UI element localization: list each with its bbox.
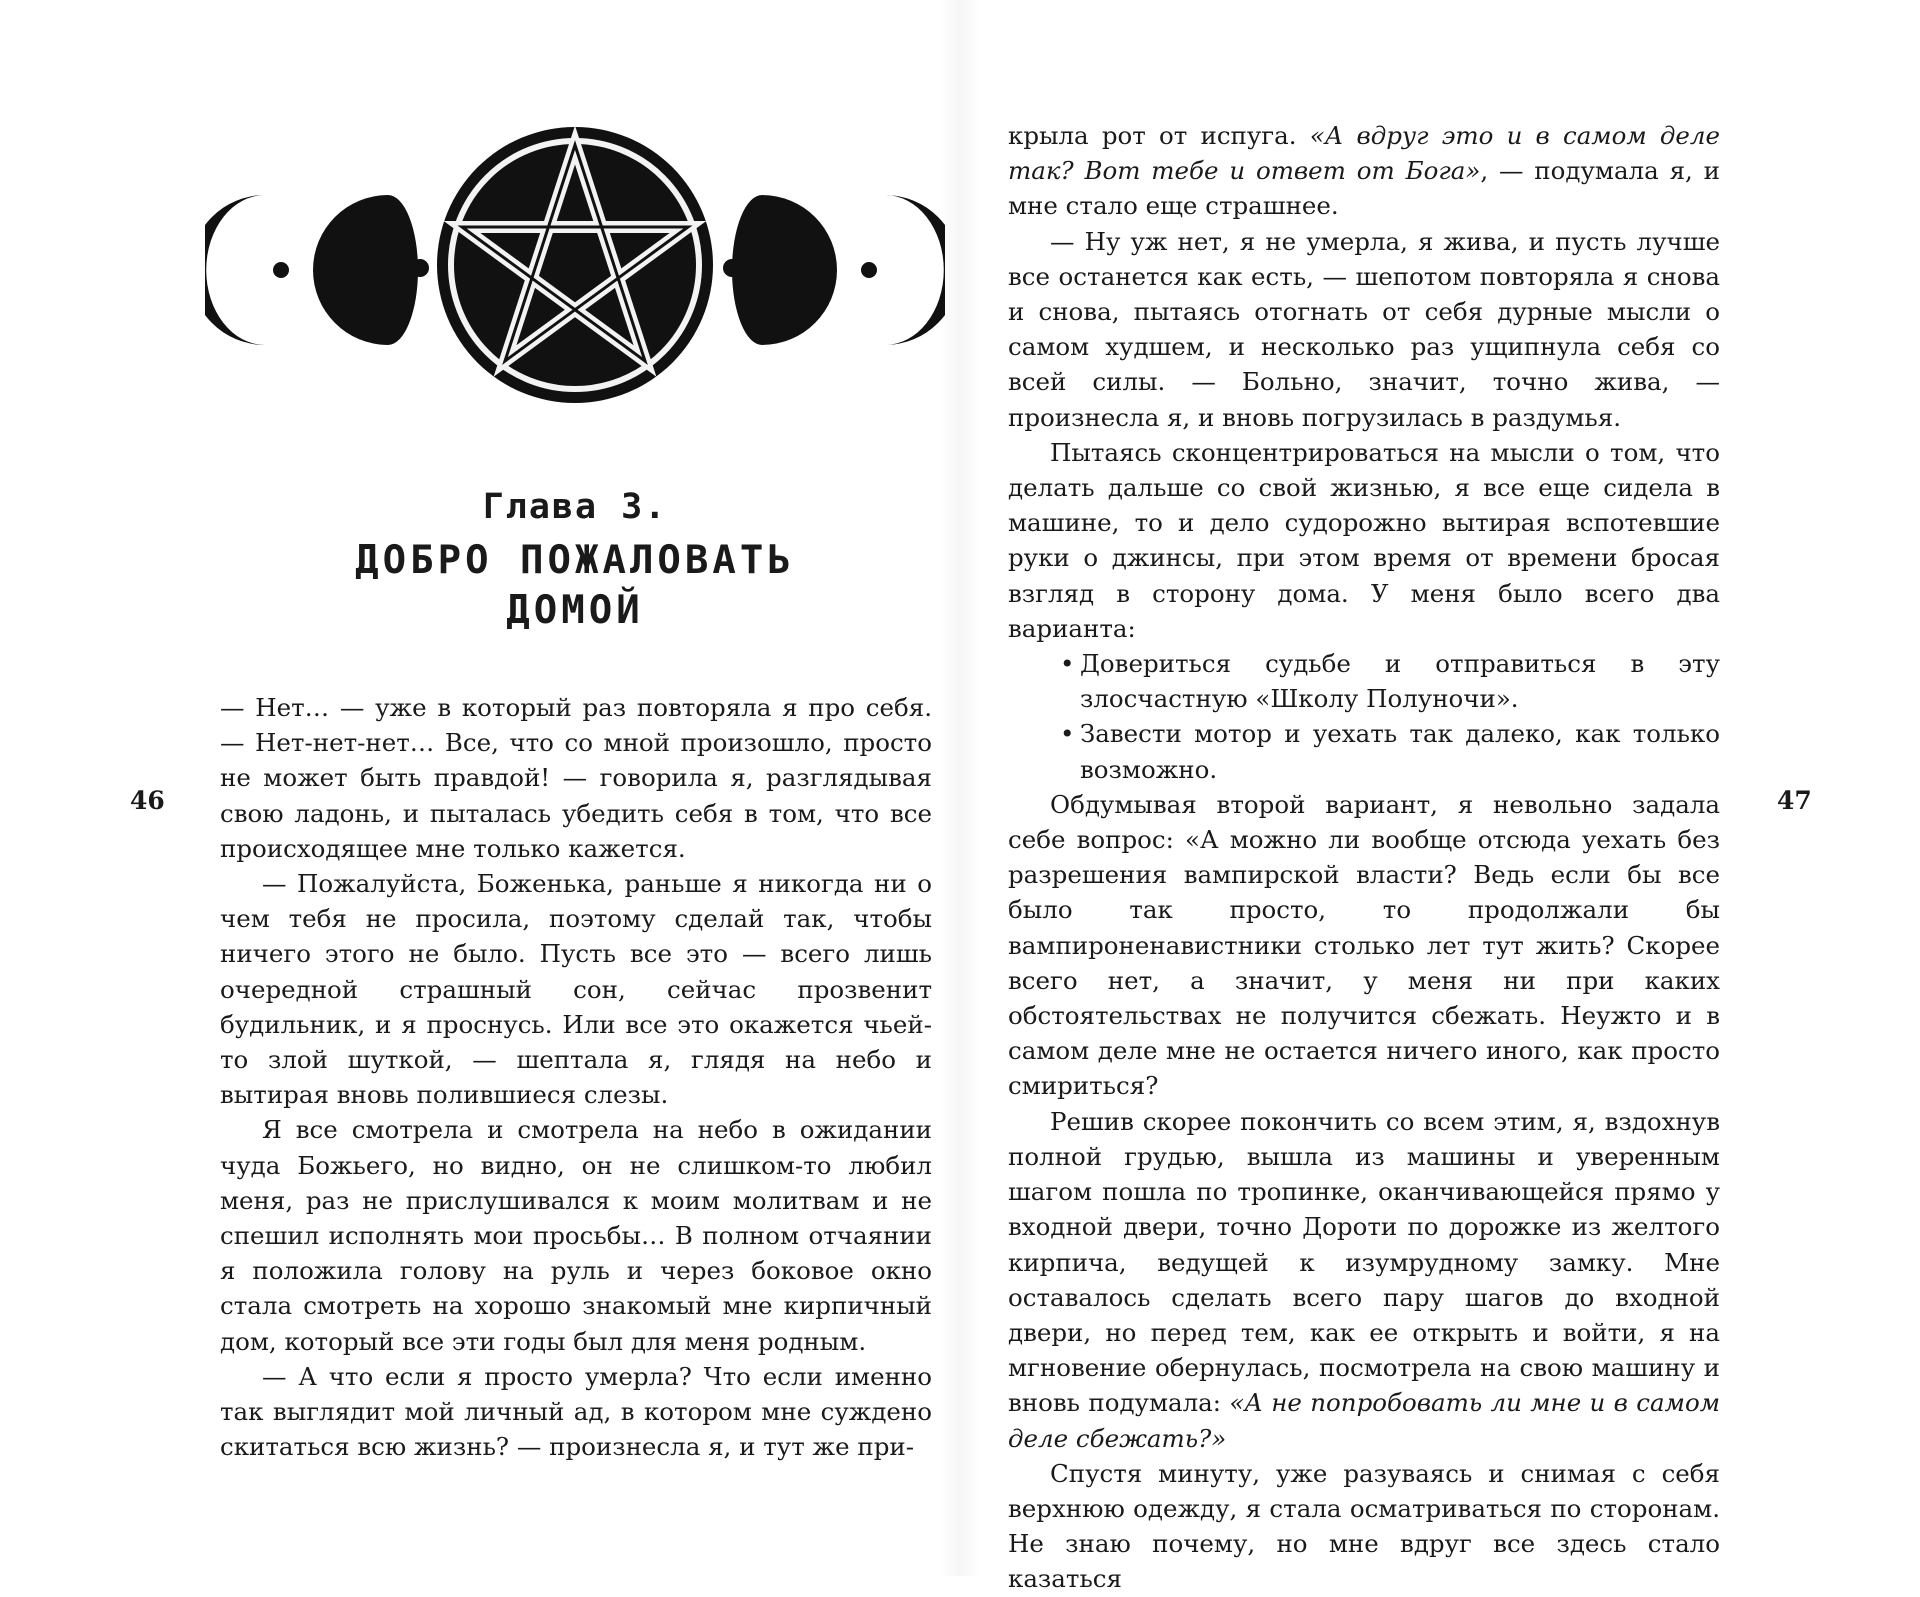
text-run: Решив скорее покончить со всем этим, я, вздохнув полной грудью, вышла из машины и уверенным шагом пошла по тропинке, оканчивающейся прямо у входной двери, точно Дороти по дорожке из желтого кирпича, ведущей к изумрудному замку. Мне оставалось сделать всего пару шагов до входной двери, но перед тем, как ее открыть и войти, я на мгновение обернулась, посмотрела на свою машину и вновь подумала: [1008, 1106, 1720, 1418]
chapter-title: Глава 3. [482, 487, 668, 527]
list-item: • Завести мотор и уехать так далеко, как только возможно. [1080, 716, 1720, 786]
paragraph: Спустя минуту, уже разуваясь и снимая с себя верхнюю одежду, я стала осматриваться по сторонам. Не знаю почему, но мне вдруг все здесь стало казаться [1008, 1458, 1720, 1594]
italic-thought: «А вдруг это и в самом деле так? Вот тебе и ответ от Бога» [1008, 121, 1720, 186]
chapter-subtitle-line2: ДОМОЙ [506, 588, 644, 633]
paragraph: — А что если я просто умерла? Что если именно так выглядит мой личный ад, в котором мне суждено скитаться всю жизнь? — произнесла я, и тут же при- [220, 1361, 932, 1462]
page-number-right: 47 [1777, 786, 1812, 815]
left-page-text [220, 690, 932, 1464]
dot-right-1 [861, 262, 877, 278]
paragraph: — Ну уж нет, я не умерла, я жива, и пусть лучше все останется как есть, — шепотом повторяла я снова и снова, пытаясь отогнать от себя дурные мысли о самом худшем, и несколько раз ущипнула себя со всей силы. — Больно, значит, точно жива, — произнесла я, и вновь погрузилась в раздумья. [1008, 226, 1720, 432]
left-page [0, 0, 960, 1576]
pentagram-moon-phases-icon [205, 115, 945, 415]
right-page-text [1008, 118, 1720, 1597]
page-number-left: 46 [130, 786, 165, 815]
dot-left-1 [273, 262, 289, 278]
right-outer-crescent-icon [885, 195, 945, 345]
list-item: • Довериться судьбе и отправиться в эту злосчастную «Школу Полуночи». [1080, 646, 1720, 716]
paragraph: Обдумывая второй вариант, я невольно задала себе вопрос: «А можно ли вообще отсюда уехать без разрешения вампирской власти? Ведь если бы все было так просто, то продолжали бы вампироненавистники столько лет тут жить? Скорее всего нет, а значит, у меня ни при каких обстоятельствах не получится сбежать. Неужто и в самом деле мне не остается ничего иного, как просто смириться? [1008, 789, 1720, 1101]
dot-left-2 [411, 259, 429, 277]
paragraph: — Пожалуйста, Боженька, раньше я никогда ни о чем тебя не просила, поэтому сделай так, чтобы ничего этого не было. Пусть все это — всего лишь очередной страшный сон, сейчас прозвенит будильник, и я проснусь. Или все это окажется чьей-то злой шуткой, — шептала я, глядя на небо и вытирая вновь полившиеся слезы. [220, 869, 932, 1110]
chapter-subtitle-line1: ДОБРО ПОЖАЛОВАТЬ [355, 538, 795, 583]
italic-thought: «А не попробовать ли мне и в самом деле сбежать?» [1008, 1388, 1721, 1453]
left-gibbous-moon-icon [313, 195, 418, 345]
right-page [960, 0, 1920, 1594]
text-run: крыла рот от испуга. [1008, 121, 1310, 150]
right-gibbous-moon-icon [732, 195, 837, 345]
full-moon-icon [437, 127, 713, 403]
chapter-subtitle [220, 536, 930, 636]
left-outer-crescent-icon [205, 195, 265, 345]
paragraph: Я все смотрела и смотрела на небо в ожидании чуда Божьего, но видно, он не слишком-то любил меня, раз не прислушивался к моим молитвам и не спешил исполнять мои просьбы… В полном отчаянии я положила голову на руль и через боковое окно стала смотреть на хорошо знакомый мне кирпичный дом, который все эти годы был для меня родным. [220, 1115, 932, 1356]
paragraph [1008, 118, 1720, 224]
paragraph: Пытаясь сконцентрироваться на мысли о том, что делать дальше со свой жизнью, я все еще сидела в машине, то и дело судорожно вытирая вспотевшие руки о джинсы, при этом время от времени бросая взгляд в сторону дома. У меня было всего два варианта: [1008, 437, 1720, 643]
paragraph [1008, 1104, 1720, 1456]
options-list [1008, 646, 1720, 787]
text-run: , — подумала я, и мне стало еще страшнее. [1008, 156, 1720, 221]
paragraph: — Нет… — уже в который раз повторяла я про себя. — Нет-нет-нет… Все, что со мной произошло, просто не может быть правдой! — говорила я, разглядывая свою ладонь, и пыталась убедить себя в том, что все происходящее мне только кажется. [220, 693, 932, 863]
